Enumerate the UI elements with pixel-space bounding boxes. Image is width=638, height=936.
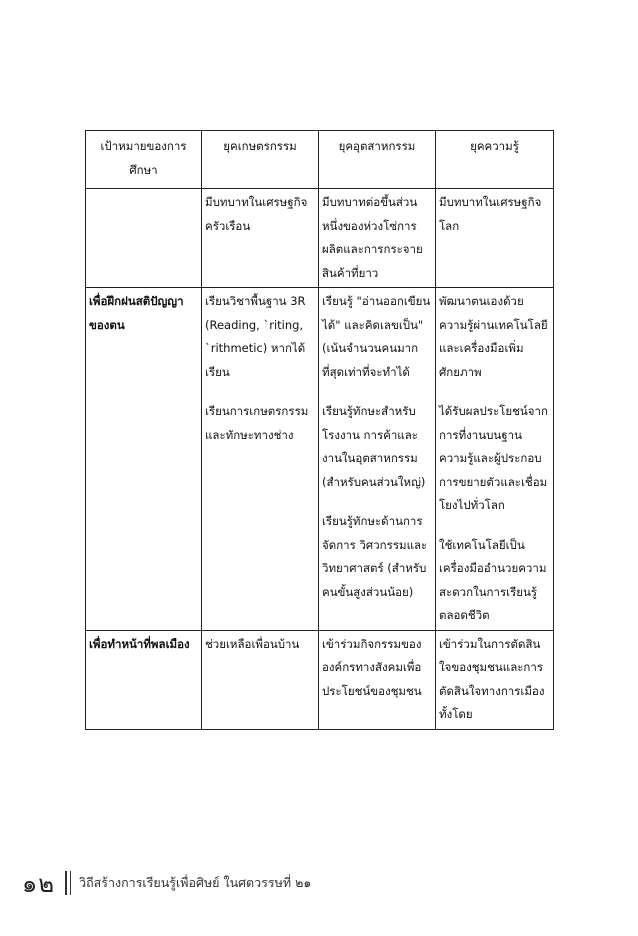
goal-cell: เพื่อทำหน้าที่พลเมือง: [86, 630, 202, 729]
knowledge-item: พัฒนาตนเองด้วยความรู้ผ่านเทคโนโลยีและเครื่องมือเพิ่มศักยภาพ: [439, 294, 548, 379]
table-row: [86, 630, 554, 729]
industry-item: เรียนรู้ทักษะสำหรับโรงงาน การค้าและงานในอุตสาหกรรม (สำหรับคนส่วนใหญ่): [322, 404, 426, 489]
knowledge-item: ใช้เทคโนโลยีเป็นเครื่องมืออำนวยความสะดวกในการเรียนรู้ตลอดชีวิต: [439, 537, 547, 622]
knowledge-item: ได้รับผลประโยชน์จากการที่งานบนฐานความรู้และผู้ประกอบการขยายตัวและเชื่อมโยงไปทั่วโลก: [439, 404, 548, 512]
page-number: ๑๒: [22, 869, 56, 898]
industry-item: เรียนรู้ "อ่านออกเขียนได้" และคิดเลขเป็น" (เน้นจำนวนคนมากที่สุดเท่าที่จะทำได้: [322, 294, 431, 379]
header-industrial-era: ยุคอุตสาหกรรม: [319, 131, 436, 189]
header-agricultural-era: ยุคเกษตรกรรม: [202, 131, 319, 189]
knowledge-cell: [436, 288, 554, 631]
agri-cell: [202, 288, 319, 631]
header-goal: เป้าหมายของการศึกษา: [86, 131, 202, 189]
industry-cell: มีบทบาทต่อขึ้นส่วนหนึ่งของห่วงโซ่การผลิตและการกระจายสินค้าที่ยาว: [319, 189, 436, 288]
agri-item: เรียนวิชาพื้นฐาน 3R (Reading, `riting, `rithmetic) หากได้เรียน: [205, 294, 306, 379]
table-header-row: [86, 131, 554, 189]
industry-item: เรียนรู้ทักษะด้านการจัดการ วิศวกรรมและวิทยาศาสตร์ (สำหรับคนขั้นสูงส่วนน้อย): [322, 514, 428, 599]
industry-cell: เข้าร่วมกิจกรรมขององค์กรทางสังคมเพื่อประโยชน์ของชุมชน: [319, 630, 436, 729]
education-eras-table: [85, 130, 554, 730]
goal-cell: [86, 189, 202, 288]
table-row: [86, 189, 554, 288]
goal-cell: เพื่อฝึกฝนสติปัญญาของตน: [86, 288, 202, 631]
header-knowledge-era: ยุคความรู้: [436, 131, 554, 189]
knowledge-cell: เข้าร่วมในการตัดสินใจของชุมชนและการตัดสินใจทางการเมือง ทั้งโดย: [436, 630, 554, 729]
page-footer: [22, 868, 311, 898]
book-title: วิถีสร้างการเรียนรู้เพื่อศิษย์ ในศตวรรษที่ ๒๑: [79, 875, 312, 890]
table-row: [86, 288, 554, 631]
agri-cell: ช่วยเหลือเพื่อนบ้าน: [202, 630, 319, 729]
knowledge-cell: มีบทบาทในเศรษฐกิจโลก: [436, 189, 554, 288]
industry-cell: [319, 288, 436, 631]
agri-cell: มีบทบาทในเศรษฐกิจครัวเรือน: [202, 189, 319, 288]
agri-item: เรียนการเกษตรกรรมและทักษะทางช่าง: [205, 404, 309, 442]
footer-divider: [65, 871, 71, 895]
